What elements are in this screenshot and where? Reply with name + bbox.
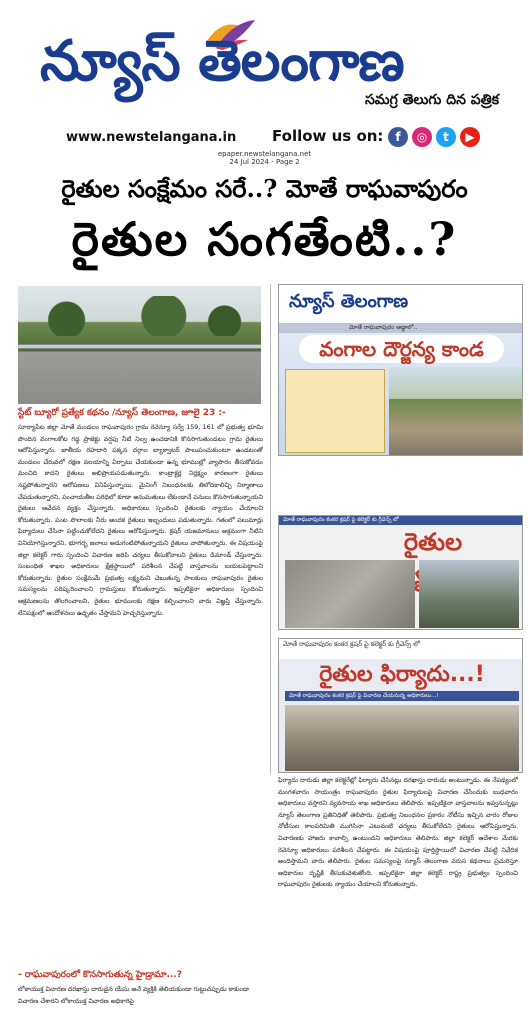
website-link[interactable]: www.newstelangana.in <box>66 130 237 145</box>
column-divider <box>270 284 271 774</box>
newspaper-clip-3[interactable] <box>278 638 523 773</box>
newspaper-logo[interactable] <box>40 14 500 104</box>
tagline: సమగ్ర తెలుగు దిన పత్రిక <box>364 92 499 108</box>
guardrail-graphic <box>18 344 261 349</box>
trees-graphic <box>18 296 261 336</box>
twitter-icon[interactable]: t <box>436 127 456 147</box>
date-page: 24 Jul 2024 - Page 2 <box>229 158 300 166</box>
headline-secondary: రైతుల సంగతేంటి..? <box>71 212 458 266</box>
clip1-photo <box>389 367 523 456</box>
clip3-banner: మోతే రాఘవాపురం కంకర క్రషర్ పై విచారణ చేయనున్న అధికారులు...! <box>285 691 519 701</box>
article-body-right: ఫిర్యాదు దారుడు జిల్లా కలెక్టరేట్లో ఫిర్యాదు చేసినట్లు దరఖాస్తు దారుడు అంటున్నాడు. ఈ నేపథ్యంలో మంగళవారం సాయంత్రం రాఘవాపురం రైతుల ఫిర్యాదులపై విచారణ చేసేందుకు బుధవారం అధికారులు వస్తారని వ్యవసాయ శాఖ అధికారులు తెలిపారు. ఇప్పటికైనా వాస్తవాలను ఇవ్వనున్నట్లు న్యూస్ తెలంగాణ ప్రతినిధితో తెలిపారు. ప్రభుత్వ నిబంధనల ప్రకారం నోటీసు ఇచ్చిన వారం రోజుల నోటీసుల కాలపరిమితి ముగిసినా ఎటువంటి చర్యలు తీసుకోలేదని రైతులు ఆరోపిస్తున్నారు. విచారణకు హాజరు కావాల్సి ఉంటుందని అధికారులు తెలిపారు. జిల్లా కలెక్టర్ ఆదేశాల మేరకు రెవెన్యూ అధికారులు పరిశీలన చేపట్టారు. ఈ విషయంపై పూర్తిస్థాయిలో విచారణ చేపట్టి నివేదిక అందిస్తామని వారు తెలిపారు. రైతుల సమస్యలపై న్యూస్ తెలంగాణ వరుస కథనాలు ప్రచురిస్తూ అధికారుల దృష్టికి తీసుకువెళుతోంది. ఇప్పటికైనా జిల్లా కలెక్టర్ రాష్ట్ర ప్రభుత్వం స్పందించి రాఘవాపురం రైతులకు న్యాయం చేయాలని కోరుతున్నారు. <box>278 777 518 889</box>
clip2-photo-right <box>419 560 519 628</box>
youtube-icon[interactable]: ▶ <box>460 127 480 147</box>
headline-primary: రైతుల సంక్షేమం సరే..? మోతే రాఘవాపురం <box>61 174 468 203</box>
clip1-strip: మోతే రాఘవాపురం అడ్డాలో.. <box>279 323 523 333</box>
clip3-photo <box>285 705 519 771</box>
instagram-icon[interactable]: ◎ <box>412 127 432 147</box>
facebook-icon[interactable]: f <box>388 127 408 147</box>
follow-us-label: Follow us on: <box>272 127 384 145</box>
clip3-strip: మోతే రాఘవాపురం కంకర క్రషర్ పై కలెక్టర్ కు గ్రీవెన్స్ లో <box>279 639 523 659</box>
article-sub-body: లోకాయుక్త విచారణ దరఖాస్తు దారుడైన యేసు అనే వ్యక్తికి తెలియకుండా గుట్టుచప్పుడు కాకుండా విచారణ చేశారని లోకాయుక్త విచారణ అధికారిపై <box>18 986 250 1005</box>
clip1-logo: న్యూస్ తెలంగాణ <box>289 291 409 312</box>
article-photo <box>18 286 261 404</box>
article-dateline: స్టేట్ బ్యూరో ప్రత్యేక కథనం /న్యూస్ తెలంగాణ, జూలై 23 :- <box>18 408 226 418</box>
clip3-headline: రైతుల ఫిర్యాదు...! <box>319 662 485 687</box>
clip1-textbox <box>285 369 385 453</box>
clip2-photo-left <box>285 560 415 628</box>
clip2-strip: మోతే రాఘవాపురం కంకర క్రషర్ పై కలెక్టర్ కు గ్రీవెన్స్ లో <box>279 516 523 525</box>
clip1-headline: వంగాల దౌర్జన్య కాండ <box>299 335 504 363</box>
clip2-headline: రైతుల <box>403 528 463 556</box>
epaper-url[interactable]: epaper.newstelangana.net <box>217 150 312 158</box>
article-body: సూర్యాపేట జిల్లా మోతే మండలం రాఘవాపురం గ్రామ రెవెన్యూ సర్వే 159, 161 లో ప్రభుత్వ భూమి పొందిన వంగాలకోట గడ్డ ప్రాజెక్టు వర్షపు నీటి నిల్వ ఉంచడానికి కొనసాగుతుండటం గ్రామ రైతులు ఆరోపిస్తున్నారు. జాతీయ రహదారి పక్కన దర్గాల బ్యాక్వాటర్ పాలుపంచుకుంటూ ఉండటంతో మండలం చేరువలో రక్షణ వలయాన్ని ఏర్పాటు చేయకుండా ఉన్న భూముల్లో వ్యాపారం తీసుకోవడం మంచిది కాదని రైతులు అభిప్రాయపడుతున్నారు. కాంట్రాక్టర్ల నిర్లక్ష్యం కారణంగా రైతులు నష్టపోతున్నారని ఆరోపణలు వినిపిస్తున్నాయి. మైనింగ్ నిబంధనలకు తిలోదకాలిచ్చి నిర్మాణాలు చేపడుతున్నారని, పంచాయతీల పరిధిలో కూడా అనుమతులు లేకుండానే పనులు కొనసాగుతున్నాయని రైతులు ఆవేదన వ్యక్తం చేస్తున్నారు. అధికారులు స్పందించి రైతులకు న్యాయం చేయాలని కోరుతున్నారు. పంట పొలాలకు నీరు అందక రైతులు ఇబ్బందులు పడుతున్నారు. గతంలో పలుమార్లు ఫిర్యాదులు చేసినా పట్టించుకోలేదని రైతులు ఆరోపిస్తున్నారు. క్రషర్ యజమానులు అక్రమంగా నీటిని వినియోగిస్తున్నారని, భూగర్భ జలాలు అడుగంటిపోతున్నాయని రైతులు వాపోతున్నారు. ఈ విషయంపై జిల్లా కలెక్టర్ గారు స్పందించి విచారణ జరిపి చర్యలు తీసుకోవాలని రైతులు డిమాండ్ చేస్తున్నారు. సంబంధిత శాఖల అధికారులు క్షేత్రస్థాయిలో పరిశీలన చేపట్టి వాస్తవాలను బయటపెట్టాలని కోరుతున్నారు. రైతుల సంక్షేమమే ప్రభుత్వ లక్ష్యమని చెబుతున్న పాలకులు రాఘవాపురం రైతుల సమస్యలను పరిష్కరించాలని గ్రామస్తులు కోరుతున్నారు. ఇప్పటికైనా అధికారులు స్పందించి ఆక్రమణలను తొలగించాలని, రైతుల భూములకు రక్షణ కల్పించాలని వారు విజ్ఞప్తి చేస్తున్నారు. లేనిపక్షంలో ఆందోళనలు ఉధృతం చేస్తామని హెచ్చరిస్తున్నారు. <box>18 424 263 617</box>
article-subhead: - రాఘవాపురంలో కొనసాగుతున్న హైడ్రామా...? <box>18 970 182 980</box>
logo-text: న్యూస్ తెలంగాణ <box>40 29 404 94</box>
newspaper-clip-2[interactable] <box>278 515 523 630</box>
masthead <box>0 0 529 166</box>
newspaper-clip-1[interactable] <box>278 284 523 456</box>
